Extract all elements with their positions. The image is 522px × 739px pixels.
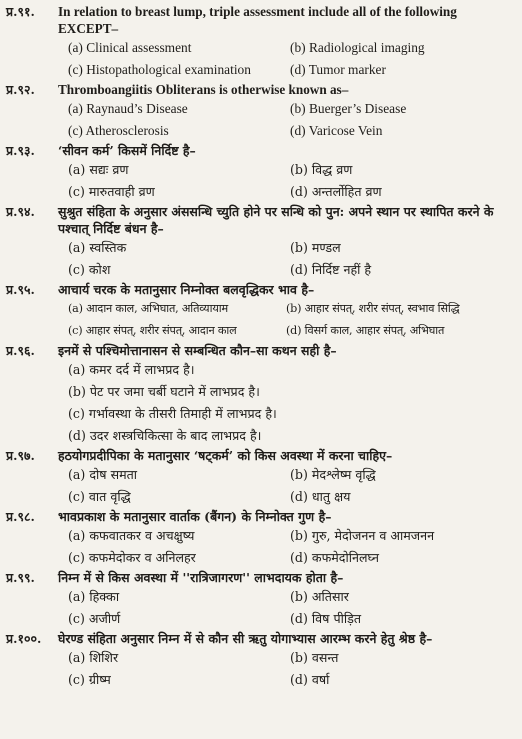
option-b: (b) पेट पर जमा चर्बी घटाने में लाभप्रद है।	[68, 384, 260, 399]
option-a: (a) आदान काल, अभिघात, अतिव्यायाम	[68, 302, 228, 315]
option-b: (b) आहार संपत्, शरीर संपत्, स्वभाव सिद्धि	[286, 302, 460, 315]
question-text: हठयोगप्रदीपिका के मतानुसार ‘षट्कर्म’ को किस अवस्था में करना चाहिए–	[58, 448, 393, 463]
option-d: (d) धातु क्षय	[290, 489, 351, 504]
question-91	[6, 3, 514, 81]
question-text: ‘सीवन कर्म’ किसमें निर्दिष्ट है–	[58, 143, 196, 158]
option-b: (b) अतिसार	[290, 589, 349, 604]
option-b: (b) वसन्त	[290, 650, 339, 665]
question-95	[6, 281, 514, 342]
option-b: (b) Buerger’s Disease	[290, 101, 407, 116]
question-number: प्र.९६.	[6, 343, 35, 358]
question-94	[6, 203, 514, 281]
option-c: (c) मारुतवाही व्रण	[68, 184, 155, 199]
question-number: प्र.९३.	[6, 143, 35, 158]
option-d: (d) विसर्ग काल, आहार संपत्, अभिघात	[286, 324, 445, 337]
option-d: (d) वर्षा	[290, 672, 330, 687]
option-d: (d) निर्दिष्ट नहीं है	[290, 262, 372, 277]
question-98	[6, 508, 514, 569]
question-text: Thromboangiitis Obliterans is otherwise known as–	[58, 82, 349, 97]
option-d: (d) विष पीड़ित	[290, 611, 362, 626]
option-b: (b) मण्डल	[290, 240, 341, 255]
question-number: प्र.९२.	[6, 82, 35, 97]
question-number: प्र.९८.	[6, 509, 35, 524]
option-c: (c) आहार संपत्, शरीर संपत्, आदान काल	[68, 324, 237, 337]
question-text: निम्न में से किस अवस्था में ''रात्रिजागरण'' लाभदायक होता है–	[58, 570, 344, 585]
option-a: (a) स्वस्तिक	[68, 240, 127, 255]
question-text: आचार्य चरक के मतानुसार निम्नोक्त बलवृद्धिकर भाव है–	[58, 282, 315, 297]
option-c: (c) ग्रीष्म	[68, 672, 111, 687]
question-96	[6, 342, 514, 447]
option-a: (a) Clinical assessment	[68, 40, 192, 55]
option-c: (c) कोश	[68, 262, 111, 277]
option-b: (b) मेदश्लेष्म वृद्धि	[290, 467, 376, 482]
option-c: (c) गर्भावस्था के तीसरी तिमाही में लाभप्रद है।	[68, 406, 277, 421]
option-c: (c) Histopathological examination	[68, 62, 251, 77]
question-93	[6, 142, 514, 203]
option-b: (b) विद्ध व्रण	[290, 162, 353, 177]
option-d: (d) Tumor marker	[290, 62, 386, 77]
question-number: प्र.९१.	[6, 4, 35, 19]
question-number: प्र.९७.	[6, 448, 35, 463]
question-text: घेरण्ड संहिता अनुसार निम्न में से कौन सी ऋतु योगाभ्यास आरम्भ करने हेतु श्रेष्ठ है–	[58, 631, 433, 646]
option-d: (d) अन्तर्लोहित व्रण	[290, 184, 382, 199]
option-d: (d) Varicose Vein	[290, 123, 383, 138]
question-92	[6, 81, 514, 142]
question-97	[6, 447, 514, 508]
question-number: प्र.१००.	[6, 631, 42, 646]
option-c: (c) वात वृद्धि	[68, 489, 131, 504]
option-b: (b) Radiological imaging	[290, 40, 425, 55]
question-text: इनमें से पश्चिमोत्तानासन से सम्बन्धित कौन–सा कथन सही है–	[58, 343, 337, 358]
option-a: (a) सद्यः व्रण	[68, 162, 129, 177]
option-a: (a) कफवातकर व अचक्षुष्य	[68, 528, 195, 543]
question-number: प्र.९९.	[6, 570, 35, 585]
option-b: (b) गुरु, मेदोजनन व आमजनन	[290, 528, 435, 543]
option-a: (a) शिशिर	[68, 650, 119, 665]
question-number: प्र.९५.	[6, 282, 35, 297]
question-text: सुश्रुत संहिता के अनुसार अंससन्धि च्युति होने पर सन्धि को पुन: अपने स्थान पर स्थापित करने के पश्चात् निर्दिष्ट बंधन है–	[58, 204, 494, 236]
option-c: (c) कफमेदोकर व अनिलहर	[68, 550, 196, 565]
option-c: (c) अजीर्ण	[68, 611, 121, 626]
question-100	[6, 630, 514, 691]
option-a: (a) Raynaud’s Disease	[68, 101, 188, 116]
question-text: In relation to breast lump, triple assessment include all of the following EXCEPT–	[58, 4, 457, 36]
option-a: (a) कमर दर्द में लाभप्रद है।	[68, 362, 195, 377]
question-number: प्र.९४.	[6, 204, 35, 219]
option-a: (a) हिक्का	[68, 589, 120, 604]
option-d: (d) कफमेदोनिलघ्न	[290, 550, 379, 565]
option-c: (c) Atherosclerosis	[68, 123, 169, 138]
question-99	[6, 569, 514, 630]
question-text: भावप्रकाश के मतानुसार वार्ताक (बैंगन) के निम्नोक्त गुण है–	[58, 509, 332, 524]
option-a: (a) दोष समता	[68, 467, 138, 482]
option-d: (d) उदर शस्त्रचिकित्सा के बाद लाभप्रद है।	[68, 428, 262, 443]
